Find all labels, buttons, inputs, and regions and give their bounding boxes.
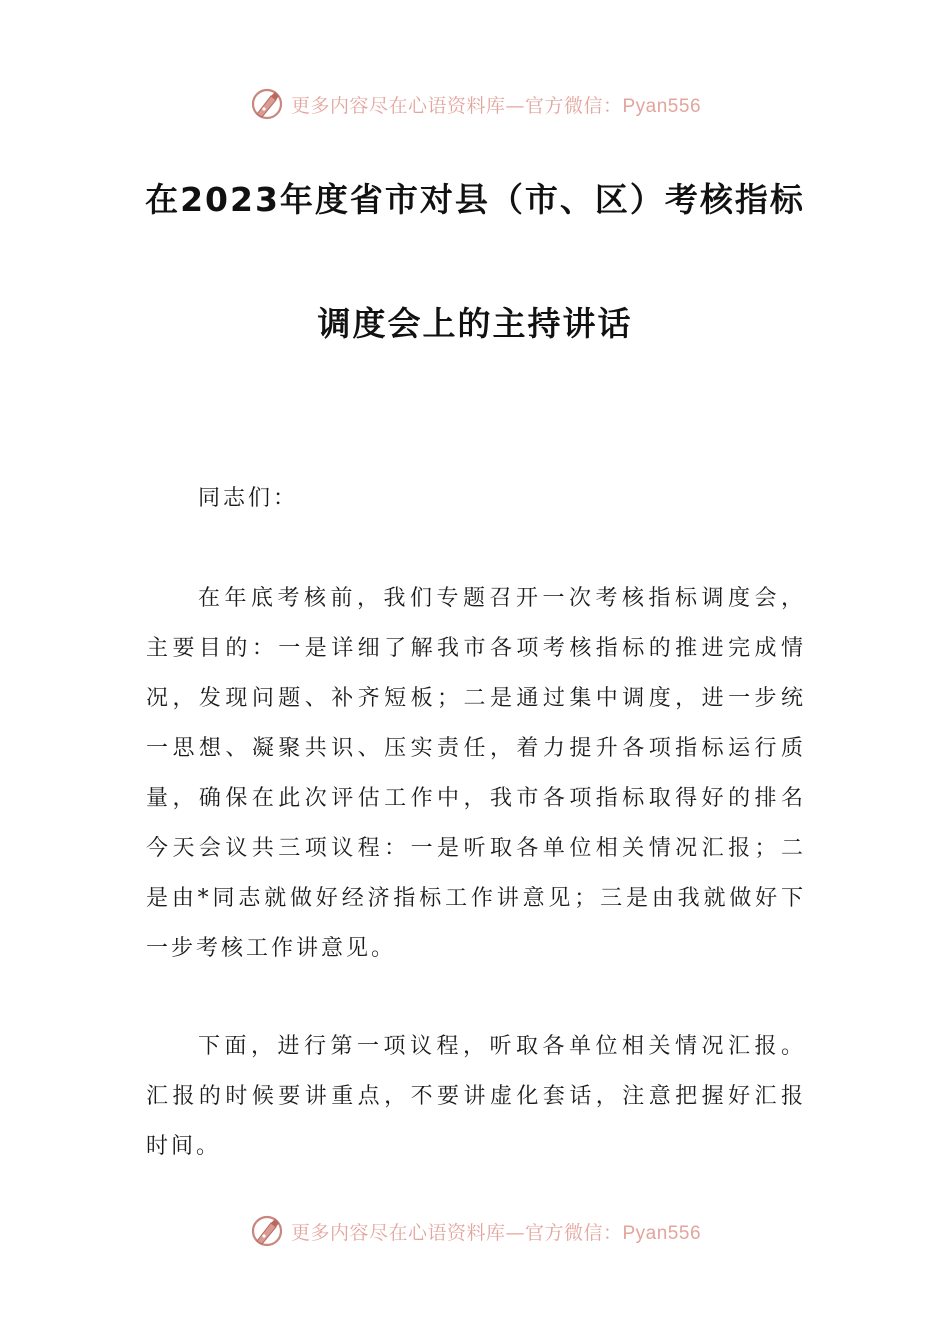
paragraph-line: 一思想、凝聚共识、压实责任，着力提升各项指标运行质: [146, 736, 806, 761]
body-paragraph-2: [146, 1022, 806, 1172]
paragraph-line: 今天会议共三项议程：一是听取各单位相关情况汇报；二: [146, 836, 806, 861]
document-title-line-1: 在2023年度省市对县（市、区）考核指标: [145, 180, 805, 219]
greeting-text: 同志们：: [198, 486, 299, 511]
paragraph-line: 在年底考核前，我们专题召开一次考核指标调度会，: [198, 586, 806, 611]
paragraph-line: 况，发现问题、补齐短板；二是通过集中调度，进一步统: [146, 686, 806, 711]
pen-nib-logo-icon: [249, 1213, 285, 1249]
paragraph-line: 下面，进行第一项议程，听取各单位相关情况汇报。: [198, 1034, 806, 1059]
watermark-text: 更多内容尽在心语资料库—官方微信：Pyan556: [290, 1221, 702, 1244]
watermark-text: 更多内容尽在心语资料库—官方微信：Pyan556: [290, 94, 702, 117]
paragraph-line: 是由*同志就做好经济指标工作讲意见；三是由我就做好下: [146, 886, 806, 911]
paragraph-line: 量，确保在此次评估工作中，我市各项指标取得好的排名: [146, 786, 806, 811]
footer-watermark: [0, 1209, 950, 1253]
greeting-paragraph: [146, 474, 806, 524]
paragraph-line: 主要目的：一是详细了解我市各项考核指标的推进完成情: [146, 636, 806, 661]
header-watermark: [0, 82, 950, 126]
watermark-wechat-id: Pyan556: [622, 95, 702, 117]
body-paragraph-1: [146, 574, 806, 974]
document-title-line-2: 调度会上的主持讲话: [317, 304, 633, 343]
watermark-wechat-id: Pyan556: [622, 1222, 702, 1244]
paragraph-line: 汇报的时候要讲重点，不要讲虚化套话，注意把握好汇报: [146, 1084, 806, 1109]
paragraph-line: 一步考核工作讲意见。: [146, 936, 397, 961]
pen-nib-logo-icon: [249, 86, 285, 122]
paragraph-line: 时间。: [146, 1134, 222, 1159]
